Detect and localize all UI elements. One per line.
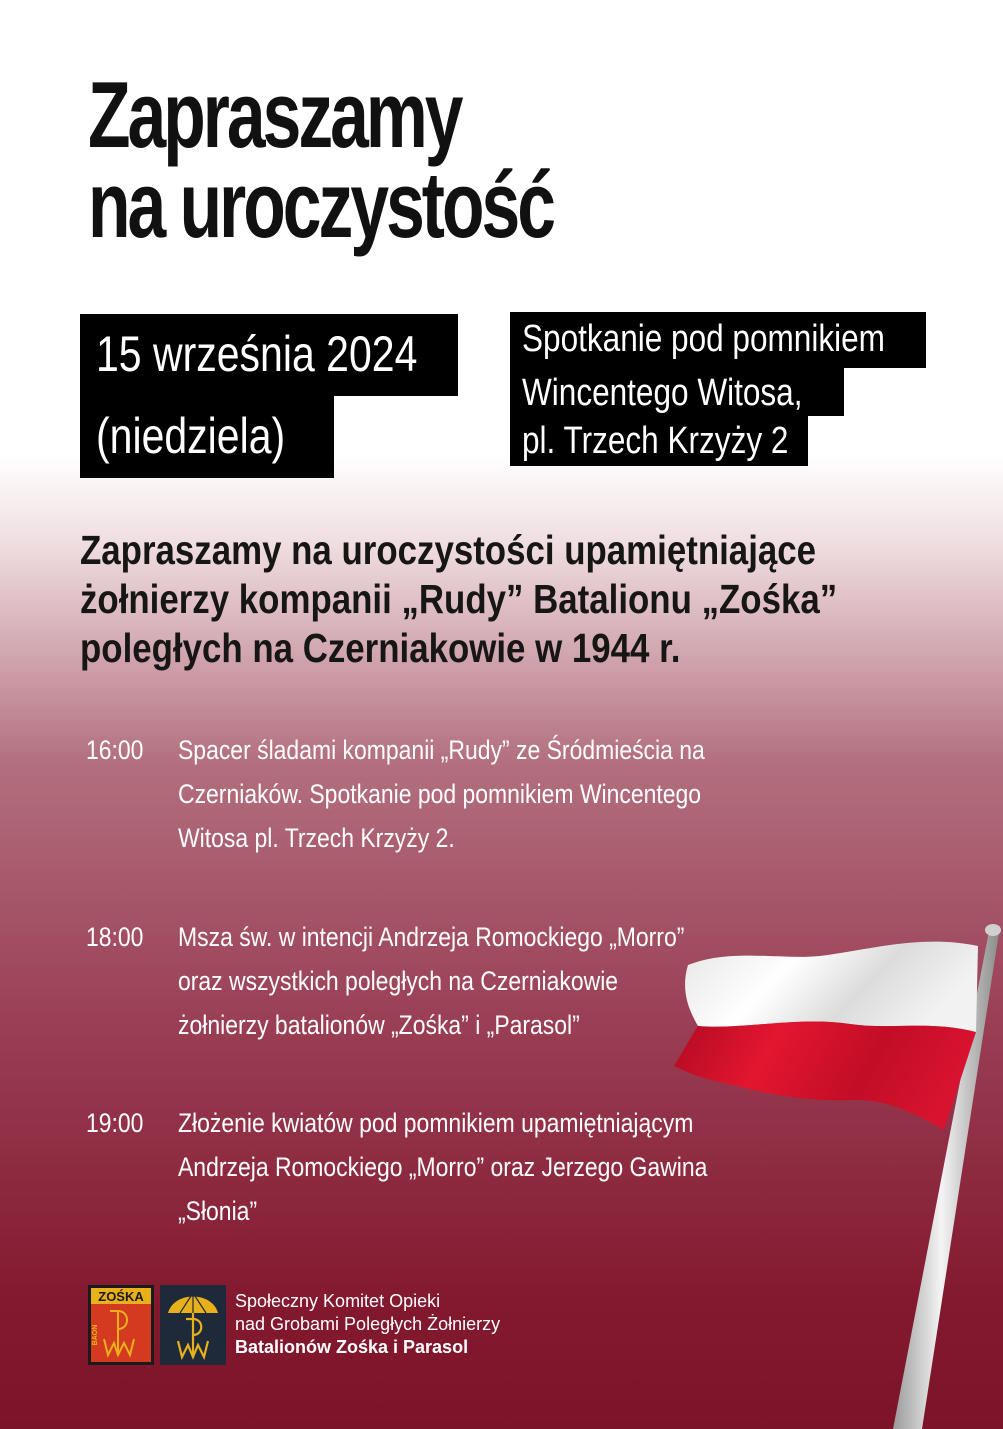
schedule-description-line: Spacer śladami kompanii „Rudy” ze Śródmieścia na (178, 735, 705, 765)
organizer-line-2: nad Grobami Poległych Żołnierzy (235, 1314, 501, 1334)
schedule-description-line: Msza św. w intencji Andrzeja Romockiego „Morro” (178, 922, 685, 952)
lead-paragraph (80, 526, 971, 673)
location-line-2: Wincentego Witosa, (522, 372, 803, 414)
parasol-battalion-emblem-icon (160, 1285, 226, 1365)
lead-line-1: Zapraszamy na uroczystości upamiętniające (80, 527, 817, 573)
schedule-description-line: Andrzeja Romockiego „Morro” oraz Jerzego Gawina (178, 1152, 708, 1182)
organizer-line-3: Batalionów Zośka i Parasol (235, 1337, 469, 1357)
lead-line-2: żołnierzy kompanii „Rudy” Batalionu „Zośka” (80, 576, 838, 622)
flag-red-stripe (674, 1021, 976, 1130)
schedule-description-line: oraz wszystkich poległych na Czerniakowie (178, 966, 619, 996)
lead-line-3: poległych na Czerniakowie w 1944 r. (80, 625, 681, 671)
schedule-time: 16:00 (86, 735, 144, 765)
schedule-description-line: Czerniaków. Spotkanie pod pomnikiem Wincentego (178, 779, 702, 809)
flagpole-finial (985, 924, 1001, 936)
schedule-description-line: Witosa pl. Trzech Krzyży 2. (178, 823, 455, 853)
title-line-1: Zapraszamy (88, 62, 461, 167)
schedule-time: 19:00 (86, 1108, 144, 1138)
organizer-line-1: Społeczny Komitet Opieki (235, 1291, 441, 1311)
polish-flag-image (660, 920, 1003, 1429)
schedule-time: 18:00 (86, 922, 144, 952)
schedule-description (178, 728, 798, 860)
schedule-description-line: „Słonia” (178, 1196, 258, 1226)
schedule-description-line: żołnierzy batalionów „Zośka” i „Parasol” (178, 1010, 580, 1040)
zoska-logo-side-text: BAON (92, 1324, 99, 1346)
flag-white-stripe (685, 942, 978, 1032)
location-block-3 (510, 414, 808, 466)
title-line-2: na uroczystość (88, 152, 553, 257)
date-text: 15 września 2024 (96, 326, 418, 382)
page-title (88, 62, 716, 257)
weekday-text: (niedziela) (96, 408, 286, 464)
schedule-description-line: Złożenie kwiatów pod pomnikiem upamiętniającym (178, 1108, 694, 1138)
weekday-block (80, 396, 334, 478)
zoska-battalion-emblem-icon (88, 1285, 154, 1365)
location-line-1: Spotkanie pod pomnikiem (522, 318, 885, 360)
date-block (80, 314, 458, 396)
zoska-logo-text: ZOŚKA (98, 1289, 144, 1304)
organizer-name (235, 1290, 500, 1359)
location-block-1 (510, 312, 926, 368)
location-block-2 (510, 366, 844, 416)
location-line-3: pl. Trzech Krzyży 2 (522, 420, 789, 462)
